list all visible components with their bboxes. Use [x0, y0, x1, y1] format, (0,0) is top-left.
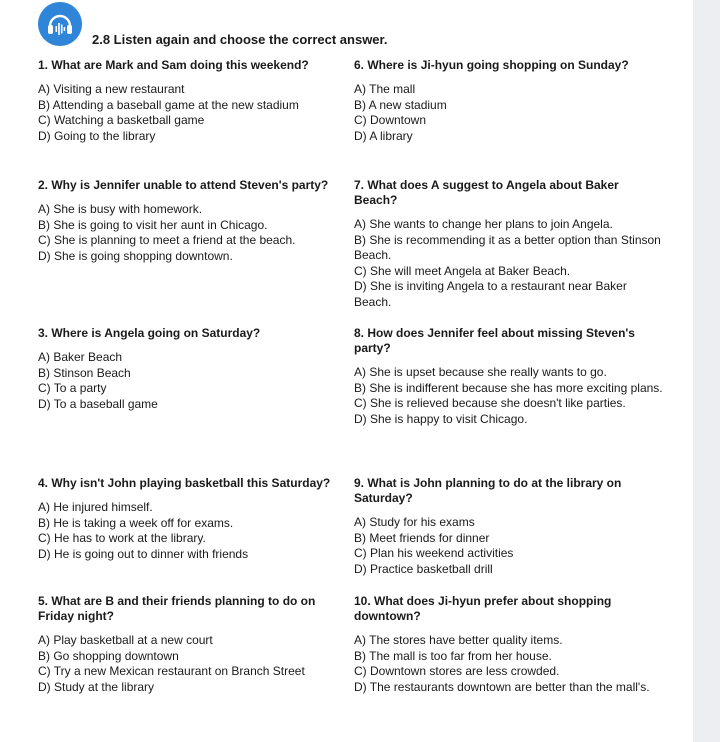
option-c: C) Plan his weekend activities	[354, 546, 514, 560]
question-title: 7. What does A suggest to Angela about Baker Beach?	[354, 178, 619, 207]
option-d: D) Going to the library	[38, 128, 156, 143]
question-3	[38, 326, 348, 412]
option-d: D) To a baseball game	[38, 396, 158, 411]
question-9	[354, 476, 664, 577]
question-title: 6. Where is Ji-hyun going shopping on Sunday?	[354, 58, 629, 72]
question-2	[38, 178, 348, 264]
option-a: A) Baker Beach	[38, 350, 123, 364]
question-title: 3. Where is Angela going on Saturday?	[38, 326, 261, 340]
question-1	[38, 58, 348, 144]
option-d: D) She is going shopping downtown.	[38, 248, 233, 263]
question-4	[38, 476, 348, 562]
option-d: D) A library	[354, 128, 413, 143]
option-a: A) He injured himself.	[38, 500, 153, 514]
headphones-icon	[38, 2, 82, 46]
option-d: D) Study at the library	[38, 679, 155, 694]
option-a: A) Play basketball at a new court	[38, 633, 213, 647]
option-d: D) She is inviting Angela to a restaurant near Baker Beach.	[354, 279, 627, 309]
question-title: 9. What is John planning to do at the library on Saturday?	[354, 476, 622, 505]
option-b: B) She is going to visit her aunt in Chicago.	[38, 217, 268, 232]
question-title: 1. What are Mark and Sam doing this weekend?	[38, 58, 309, 72]
exercise-title: 2.8 Listen again and choose the correct answer.	[92, 32, 388, 47]
option-b: B) Stinson Beach	[38, 365, 131, 380]
option-c: C) She will meet Angela at Baker Beach.	[354, 263, 571, 278]
right-margin-strip	[693, 0, 720, 742]
option-a: A) She is upset because she really wants to go.	[354, 365, 607, 379]
option-b: B) She is recommending it as a better option than Stinson Beach.	[354, 232, 661, 262]
option-b: B) Attending a baseball game at the new stadium	[38, 97, 299, 112]
question-6	[354, 58, 664, 144]
question-10	[354, 594, 664, 695]
option-d: D) The restaurants downtown are better than the mall's.	[354, 679, 650, 694]
option-c: C) Try a new Mexican restaurant on Branch Street	[38, 664, 305, 678]
option-c: C) Watching a basketball game	[38, 113, 205, 127]
question-title: 2. Why is Jennifer unable to attend Steven's party?	[38, 178, 329, 192]
option-d: D) He is going out to dinner with friends	[38, 546, 249, 561]
option-a: A) Visiting a new restaurant	[38, 82, 185, 96]
option-b: B) She is indifferent because she has more exciting plans.	[354, 380, 663, 395]
question-title: 4. Why isn't John playing basketball this Saturday?	[38, 476, 331, 490]
option-b: B) He is taking a week off for exams.	[38, 515, 234, 530]
option-d: D) She is happy to visit Chicago.	[354, 411, 528, 426]
option-a: A) She wants to change her plans to join Angela.	[354, 217, 613, 231]
option-a: A) Study for his exams	[354, 515, 475, 529]
option-c: C) He has to work at the library.	[38, 531, 206, 545]
option-c: C) Downtown stores are less crowded.	[354, 664, 560, 678]
question-title: 8. How does Jennifer feel about missing Steven's party?	[354, 326, 635, 355]
option-b: B) Meet friends for dinner	[354, 530, 490, 545]
option-d: D) Practice basketball drill	[354, 561, 493, 576]
option-a: A) The stores have better quality items.	[354, 633, 563, 647]
question-5	[38, 594, 348, 695]
option-c: C) To a party	[38, 381, 107, 395]
option-a: A) The mall	[354, 82, 416, 96]
option-c: C) Downtown	[354, 113, 427, 127]
option-c: C) She is relieved because she doesn't like parties.	[354, 396, 626, 410]
question-8	[354, 326, 664, 427]
question-7	[354, 178, 664, 310]
question-title: 10. What does Ji-hyun prefer about shopping downtown?	[354, 594, 612, 623]
option-b: B) The mall is too far from her house.	[354, 648, 552, 663]
option-b: B) Go shopping downtown	[38, 648, 179, 663]
option-c: C) She is planning to meet a friend at the beach.	[38, 233, 296, 247]
option-b: B) A new stadium	[354, 97, 447, 112]
option-a: A) She is busy with homework.	[38, 202, 203, 216]
question-title: 5. What are B and their friends planning to do on Friday night?	[38, 594, 316, 623]
